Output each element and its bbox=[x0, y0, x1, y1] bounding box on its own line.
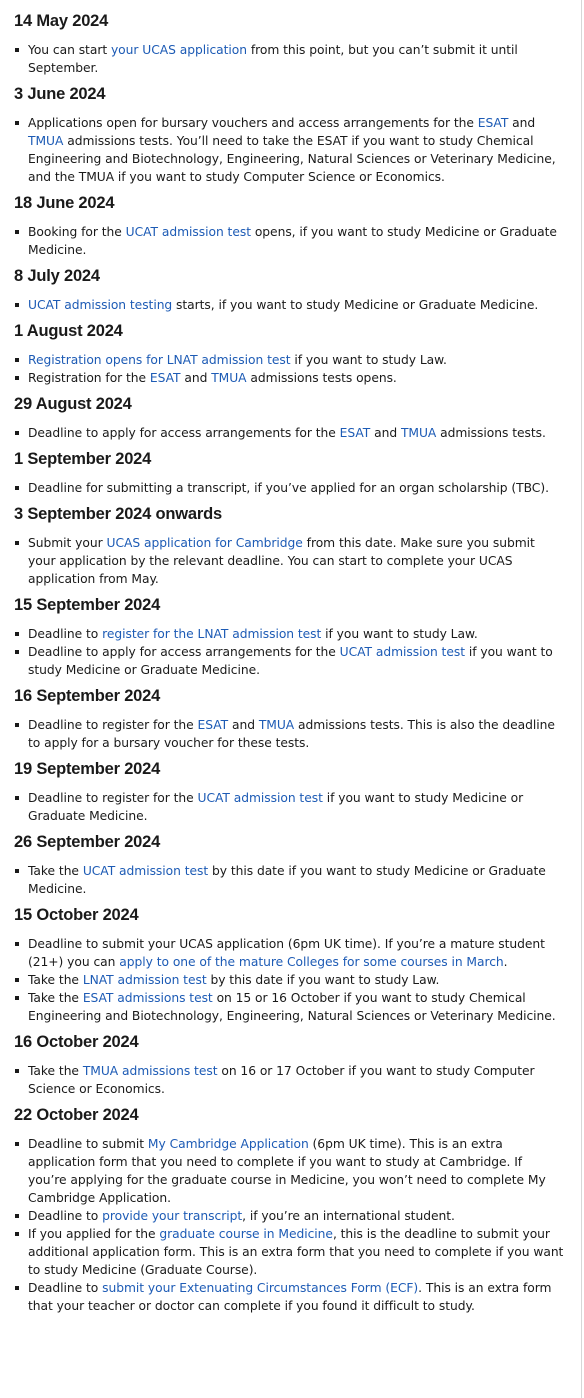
event-link[interactable]: ESAT bbox=[477, 116, 509, 130]
event-text: if you want to study Medicine or Graduate Medicine. bbox=[28, 645, 553, 677]
event-text: from this point, but you can’t submit it until September. bbox=[28, 43, 518, 75]
event-item bbox=[28, 424, 564, 442]
event-text: and bbox=[508, 116, 536, 130]
date-section bbox=[14, 84, 564, 186]
event-link[interactable]: provide your transcript bbox=[102, 1209, 243, 1223]
date-heading: 26 September 2024 bbox=[14, 833, 161, 851]
event-link[interactable]: graduate course in Medicine bbox=[159, 1227, 333, 1241]
event-text: Registration for the bbox=[28, 371, 150, 385]
event-link[interactable]: Registration opens for LNAT admission test bbox=[28, 353, 291, 367]
event-text: admissions tests. You’ll need to take the ESAT if you want to study Chemical Engineering and Biotechnology, Engineering, Natural Sciences or Veterinary Medicine, and the TMUA if you want to study Computer Science or Economics. bbox=[28, 134, 556, 184]
date-heading: 8 July 2024 bbox=[14, 267, 100, 285]
event-link[interactable]: apply to one of the mature Colleges for some courses in March bbox=[119, 955, 504, 969]
date-heading: 16 September 2024 bbox=[14, 687, 161, 705]
event-link[interactable]: UCAT admission test bbox=[125, 225, 251, 239]
event-text: from this date. Make sure you submit your application by the relevant deadline. You can start to complete your UCAS application from May. bbox=[28, 536, 535, 586]
event-item bbox=[28, 223, 564, 259]
date-heading: 14 May 2024 bbox=[14, 12, 109, 30]
event-text: by this date if you want to study Law. bbox=[206, 973, 440, 987]
event-item bbox=[28, 351, 564, 369]
event-item bbox=[28, 643, 564, 679]
event-item bbox=[28, 534, 564, 588]
date-section bbox=[14, 759, 564, 825]
date-heading: 16 October 2024 bbox=[14, 1033, 139, 1051]
event-text: Applications open for bursary vouchers and access arrangements for the bbox=[28, 116, 478, 130]
event-item bbox=[28, 625, 564, 643]
event-text: Submit your bbox=[28, 536, 107, 550]
event-list bbox=[14, 1135, 564, 1315]
event-text: Deadline to apply for access arrangements for the bbox=[28, 426, 340, 440]
event-text: (6pm UK time). This is an extra application form that you need to complete if you want to study at Cambridge. If you’re applying for the graduate course in Medicine, you won’t need to complete My Cambridge Application. bbox=[28, 1137, 546, 1205]
event-link[interactable]: My Cambridge Application bbox=[147, 1137, 309, 1151]
date-section bbox=[14, 686, 564, 752]
event-text: Deadline to register for the bbox=[28, 791, 198, 805]
event-list bbox=[14, 789, 564, 825]
event-item bbox=[28, 479, 564, 497]
event-text: and bbox=[228, 718, 259, 732]
date-heading: 18 June 2024 bbox=[14, 194, 115, 212]
event-text: . This is an extra form that your teacher or doctor can complete if you found it difficult to study. bbox=[28, 1281, 552, 1313]
date-heading: 15 September 2024 bbox=[14, 596, 161, 614]
date-section bbox=[14, 11, 564, 77]
event-text: Deadline to bbox=[28, 1281, 103, 1295]
event-item bbox=[28, 989, 564, 1025]
event-text: admissions tests opens. bbox=[246, 371, 397, 385]
event-text: Take the bbox=[28, 864, 83, 878]
event-text: Deadline to bbox=[28, 627, 103, 641]
event-link[interactable]: LNAT admission test bbox=[82, 973, 207, 987]
date-heading: 1 September 2024 bbox=[14, 450, 152, 468]
date-section bbox=[14, 449, 564, 497]
date-heading: 22 October 2024 bbox=[14, 1106, 139, 1124]
event-text: Deadline to bbox=[28, 1209, 103, 1223]
event-text: admissions tests. This is also the deadline to apply for a bursary voucher for these tests. bbox=[28, 718, 555, 750]
event-text: Deadline for submitting a transcript, if you’ve applied for an organ scholarship (TBC). bbox=[28, 481, 549, 495]
event-list bbox=[14, 534, 564, 588]
event-link[interactable]: UCAS application for Cambridge bbox=[106, 536, 303, 550]
event-item bbox=[28, 1062, 564, 1098]
event-text: Booking for the bbox=[28, 225, 126, 239]
date-section bbox=[14, 193, 564, 259]
date-section bbox=[14, 1105, 564, 1315]
date-section bbox=[14, 504, 564, 588]
date-heading: 19 September 2024 bbox=[14, 760, 161, 778]
page-edge-divider bbox=[581, 0, 582, 1398]
event-link[interactable]: register for the LNAT admission test bbox=[102, 627, 322, 641]
event-item bbox=[28, 862, 564, 898]
event-text: on 15 or 16 October if you want to study Chemical Engineering and Biotechnology, Engineering, Natural Sciences or Veterinary Medicine. bbox=[28, 991, 556, 1023]
event-item bbox=[28, 1207, 564, 1225]
event-item bbox=[28, 369, 564, 387]
event-link[interactable]: submit your Extenuating Circumstances Form (ECF) bbox=[102, 1281, 419, 1295]
event-link[interactable]: TMUA bbox=[258, 718, 295, 732]
event-list bbox=[14, 862, 564, 898]
event-list bbox=[14, 351, 564, 387]
event-text: Take the bbox=[28, 991, 83, 1005]
event-item bbox=[28, 971, 564, 989]
event-text: If you applied for the bbox=[28, 1227, 160, 1241]
event-item bbox=[28, 789, 564, 825]
event-item bbox=[28, 114, 564, 186]
event-text: You can start bbox=[28, 43, 111, 57]
date-heading: 3 September 2024 onwards bbox=[14, 505, 222, 523]
date-section bbox=[14, 1032, 564, 1098]
event-text: and bbox=[370, 426, 401, 440]
event-list bbox=[14, 223, 564, 259]
date-heading: 1 August 2024 bbox=[14, 322, 123, 340]
event-text: admissions tests. bbox=[436, 426, 546, 440]
date-section bbox=[14, 321, 564, 387]
event-list bbox=[14, 114, 564, 186]
event-text: , this is the deadline to submit your additional application form. This is an extra form that you need to complete if you want to study Medicine (Graduate Course). bbox=[28, 1227, 564, 1277]
date-section bbox=[14, 394, 564, 442]
event-text: starts, if you want to study Medicine or Graduate Medicine. bbox=[172, 298, 539, 312]
date-section bbox=[14, 905, 564, 1025]
event-list bbox=[14, 1062, 564, 1098]
event-link[interactable]: UCAT admission test bbox=[197, 791, 323, 805]
event-text: and bbox=[180, 371, 212, 385]
event-text: Deadline to submit your UCAS application (6pm UK time). If you’re a mature student (21+) you can bbox=[28, 937, 545, 969]
date-heading: 3 June 2024 bbox=[14, 85, 106, 103]
event-text: if you want to study Medicine or Graduate Medicine. bbox=[28, 791, 524, 823]
event-text: Deadline to submit bbox=[28, 1137, 148, 1151]
date-section bbox=[14, 832, 564, 898]
event-list bbox=[14, 625, 564, 679]
date-heading: 29 August 2024 bbox=[14, 395, 132, 413]
date-section bbox=[14, 266, 564, 314]
event-text: on 16 or 17 October if you want to study Computer Science or Economics. bbox=[28, 1064, 535, 1096]
event-item bbox=[28, 296, 564, 314]
event-link[interactable]: ESAT bbox=[149, 371, 181, 385]
event-link[interactable]: UCAT admission test bbox=[82, 864, 209, 878]
event-text: if you want to study Law. bbox=[290, 353, 447, 367]
event-list bbox=[14, 424, 564, 442]
event-link[interactable]: UCAT admission test bbox=[339, 645, 465, 659]
event-link[interactable]: ESAT admissions test bbox=[82, 991, 213, 1005]
event-text: Take the bbox=[28, 973, 83, 987]
date-section bbox=[14, 595, 564, 679]
event-text: Take the bbox=[28, 1064, 83, 1078]
event-item bbox=[28, 1225, 564, 1279]
event-text: Deadline to apply for access arrangements for the bbox=[28, 645, 340, 659]
event-item bbox=[28, 41, 564, 77]
key-dates-list bbox=[14, 4, 564, 1315]
event-link[interactable]: ESAT bbox=[339, 426, 371, 440]
event-link[interactable]: UCAT admission testing bbox=[28, 298, 173, 312]
event-list bbox=[14, 296, 564, 314]
event-link[interactable]: TMUA admissions test bbox=[82, 1064, 218, 1078]
event-link[interactable]: ESAT bbox=[197, 718, 229, 732]
event-text: if you want to study Law. bbox=[321, 627, 478, 641]
event-item bbox=[28, 935, 564, 971]
event-text: opens, if you want to study Medicine or Graduate Medicine. bbox=[28, 225, 557, 257]
event-list bbox=[14, 935, 564, 1025]
event-link[interactable]: TMUA bbox=[28, 134, 64, 148]
event-text: Deadline to register for the bbox=[28, 718, 198, 732]
event-list bbox=[14, 41, 564, 77]
event-list bbox=[14, 716, 564, 752]
event-item bbox=[28, 1135, 564, 1207]
event-text: by this date if you want to study Medicine or Graduate Medicine. bbox=[28, 864, 546, 896]
event-item bbox=[28, 1279, 564, 1315]
event-text: . bbox=[503, 955, 508, 969]
event-list bbox=[14, 479, 564, 497]
event-link[interactable]: your UCAS application bbox=[110, 43, 248, 57]
event-link[interactable]: TMUA bbox=[211, 371, 247, 385]
event-link[interactable]: TMUA bbox=[400, 426, 437, 440]
event-item bbox=[28, 716, 564, 752]
event-text: , if you’re an international student. bbox=[242, 1209, 455, 1223]
date-heading: 15 October 2024 bbox=[14, 906, 139, 924]
